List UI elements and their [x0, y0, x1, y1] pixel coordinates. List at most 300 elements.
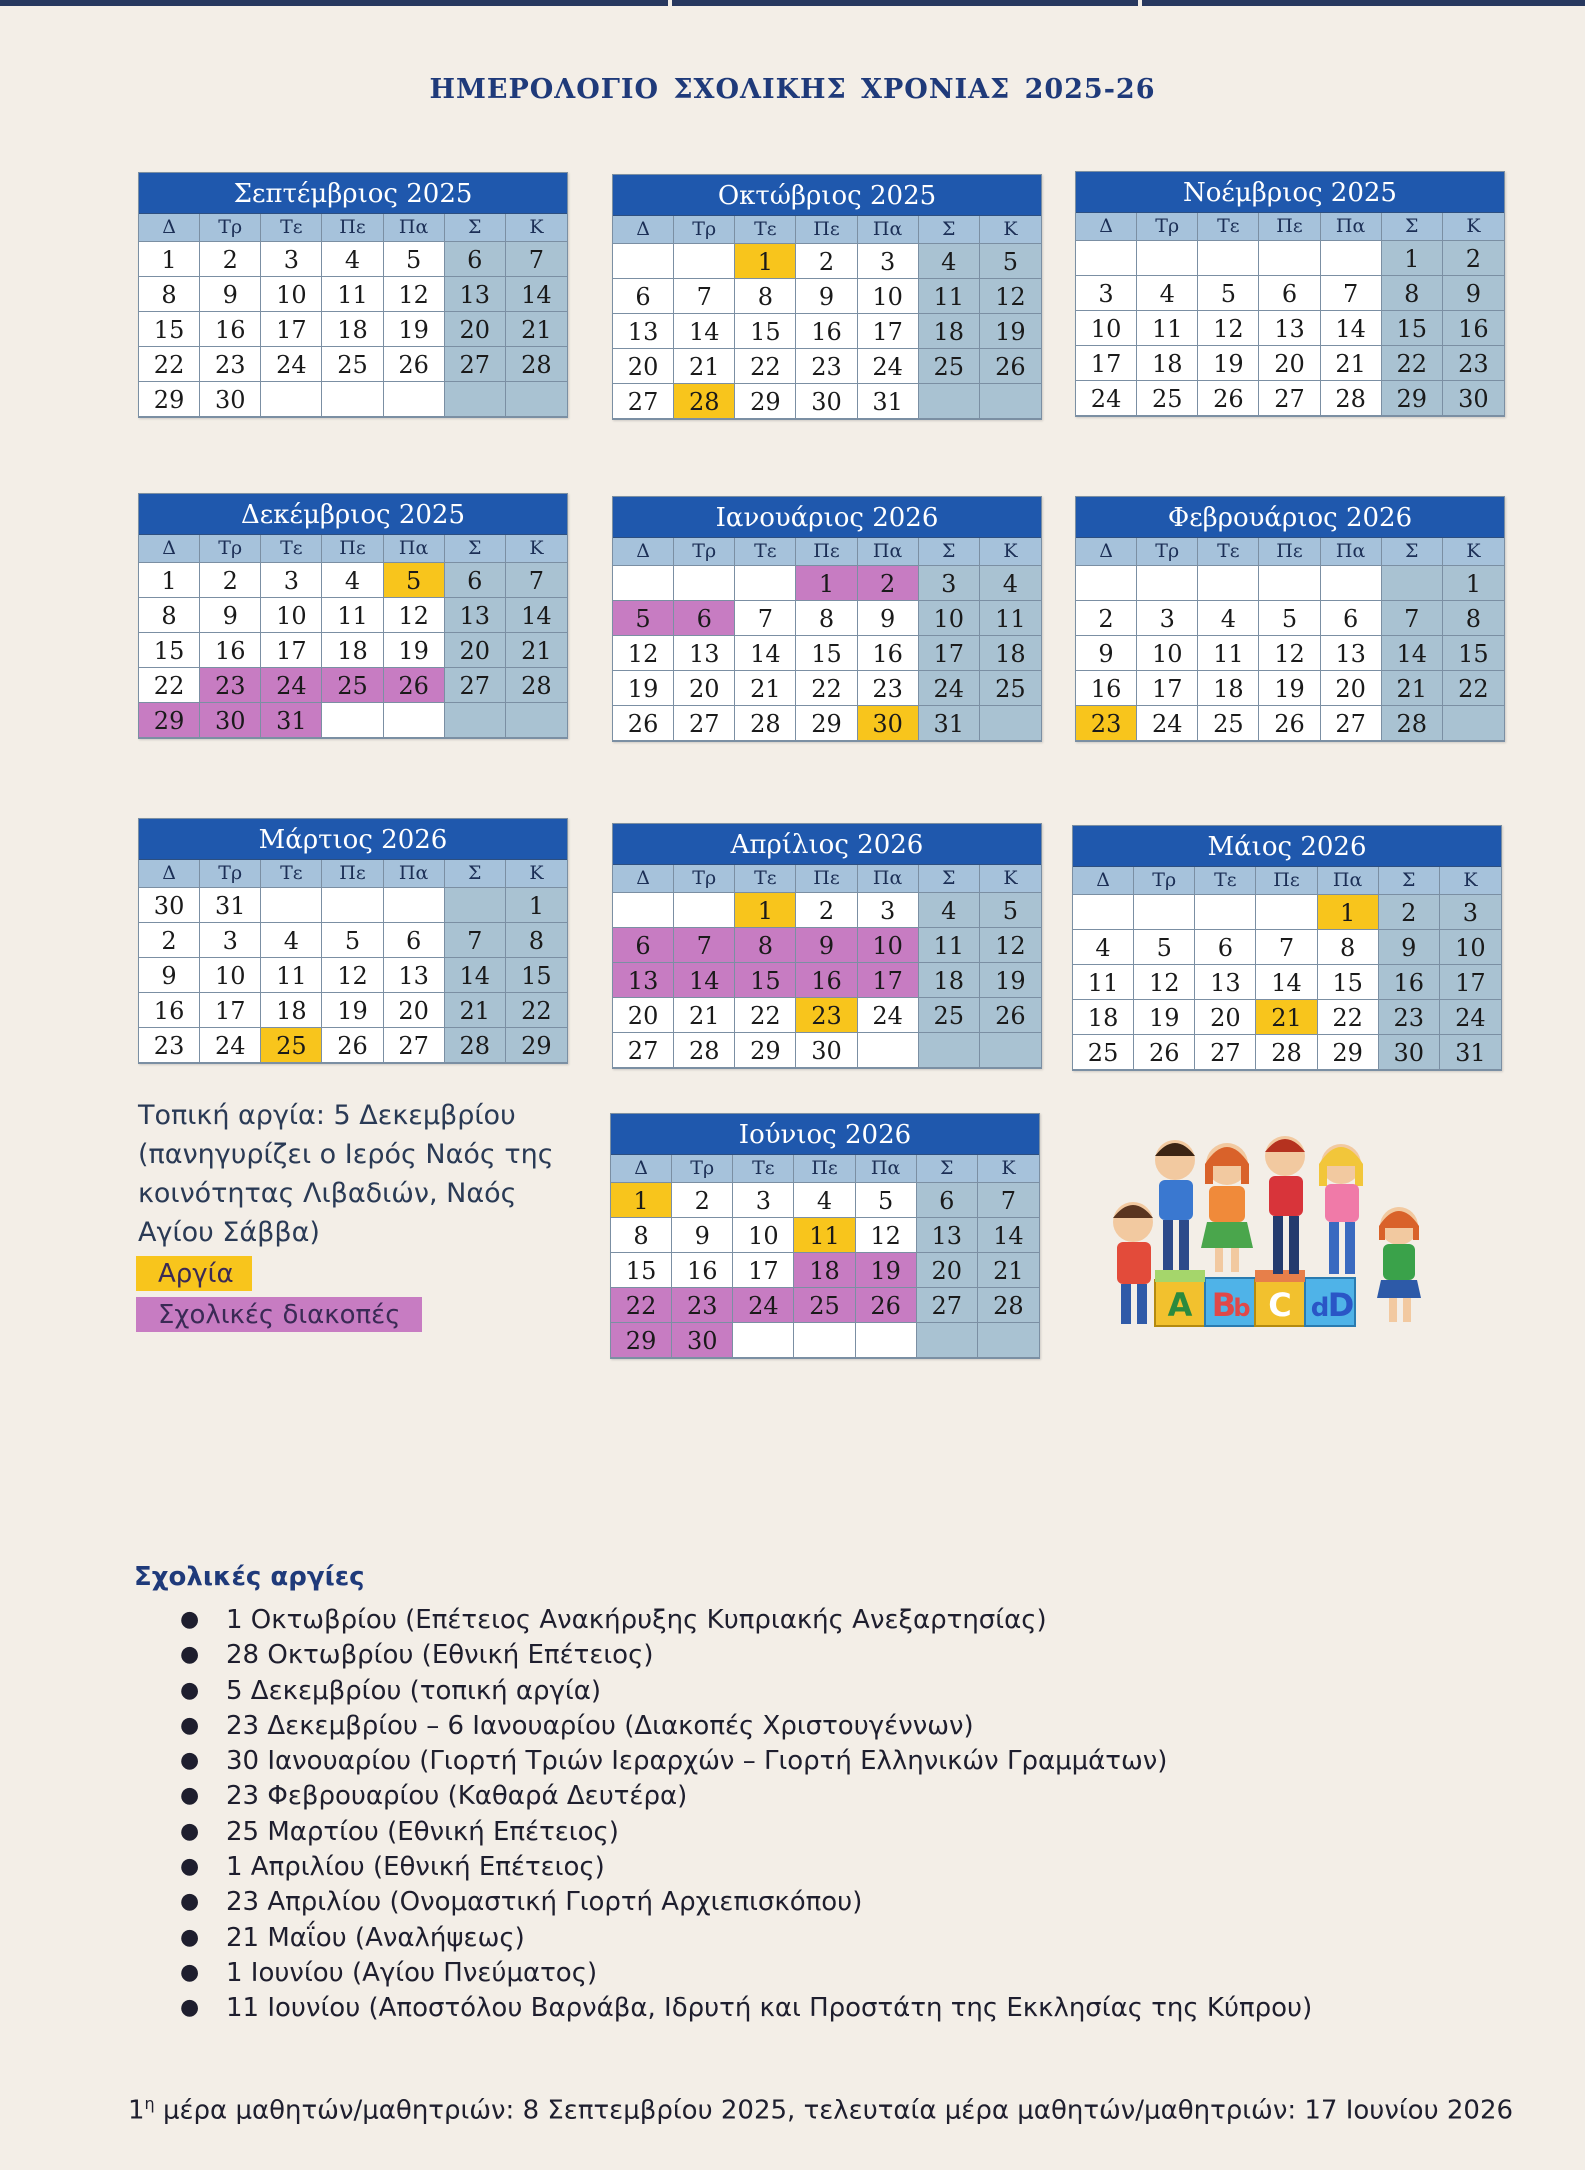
bullet-icon: ●: [180, 1783, 200, 1809]
day-cell: 8: [139, 277, 200, 312]
day-cell: 22: [1443, 671, 1504, 706]
weekday-header: Σ: [919, 216, 980, 244]
weekday-header: Τρ: [1137, 213, 1198, 241]
list-item: [180, 1743, 1380, 1778]
day-cell: 3: [1076, 276, 1137, 311]
day-cell: 31: [919, 706, 980, 741]
day-cell: 17: [858, 314, 919, 349]
block-letter: A: [1167, 1286, 1193, 1324]
day-cell: 6: [1321, 601, 1382, 636]
day-cell: 10: [733, 1218, 794, 1253]
day-cell: 5: [856, 1183, 917, 1218]
day-cell: 18: [794, 1253, 855, 1288]
weekday-header: Κ: [978, 1155, 1039, 1183]
bullet-icon: ●: [180, 1854, 200, 1880]
day-cell: 15: [735, 963, 796, 998]
day-cell: 9: [796, 928, 857, 963]
day-cell: 20: [445, 312, 506, 347]
bullet-icon: ●: [180, 1889, 200, 1915]
calendar-month: [612, 823, 1042, 1069]
empty-day-cell: [674, 893, 735, 928]
empty-day-cell: [322, 703, 383, 738]
month-title: Σεπτέμβριος 2025: [139, 173, 567, 214]
day-cell: 6: [674, 601, 735, 636]
day-cell: 9: [672, 1218, 733, 1253]
day-cell: 17: [261, 633, 322, 668]
day-cell: 17: [200, 993, 261, 1028]
day-cell: 19: [980, 314, 1041, 349]
day-cell: 28: [978, 1288, 1039, 1323]
day-cell: 2: [796, 244, 857, 279]
calendar-month: [1072, 825, 1502, 1071]
list-item: [180, 1990, 1380, 2025]
month-days: [1073, 867, 1501, 1070]
day-cell: 18: [980, 636, 1041, 671]
day-cell: 16: [1443, 311, 1504, 346]
empty-day-cell: [261, 382, 322, 417]
empty-day-cell: [1198, 566, 1259, 601]
empty-day-cell: [445, 703, 506, 738]
day-cell: 12: [613, 636, 674, 671]
calendar-month: [138, 172, 568, 418]
day-cell: 11: [980, 601, 1041, 636]
empty-day-cell: [445, 382, 506, 417]
child-figure: [1155, 1140, 1195, 1270]
day-cell: 30: [796, 384, 857, 419]
day-cell: 29: [1318, 1035, 1379, 1070]
weekday-header: Πα: [858, 216, 919, 244]
day-cell: 30: [796, 1033, 857, 1068]
day-cell: 21: [735, 671, 796, 706]
day-cell: 12: [856, 1218, 917, 1253]
day-cell: 9: [796, 279, 857, 314]
day-cell: 28: [445, 1028, 506, 1063]
day-cell: 22: [796, 671, 857, 706]
day-cell: 14: [735, 636, 796, 671]
weekday-header: Τρ: [200, 214, 261, 242]
day-cell: 13: [384, 958, 445, 993]
day-cell: 22: [1318, 1000, 1379, 1035]
block-letter: C: [1268, 1286, 1292, 1324]
day-cell: 21: [1321, 346, 1382, 381]
month-days: [139, 535, 567, 738]
weekday-header: Τε: [735, 216, 796, 244]
day-cell: 21: [978, 1253, 1039, 1288]
day-cell: 11: [322, 598, 383, 633]
day-cell: 1: [1318, 895, 1379, 930]
empty-day-cell: [506, 382, 567, 417]
day-cell: 3: [261, 242, 322, 277]
weekday-header: Τε: [1198, 538, 1259, 566]
day-cell: 25: [919, 349, 980, 384]
day-cell: 5: [980, 244, 1041, 279]
day-cell: 15: [1382, 311, 1443, 346]
day-cell: 19: [856, 1253, 917, 1288]
day-cell: 29: [1382, 381, 1443, 416]
calendar-month: [1075, 496, 1505, 742]
day-cell: 18: [322, 633, 383, 668]
day-cell: 10: [261, 598, 322, 633]
day-cell: 6: [384, 923, 445, 958]
weekday-header: Πε: [794, 1155, 855, 1183]
day-cell: 6: [613, 928, 674, 963]
list-item: [180, 1778, 1380, 1813]
empty-day-cell: [980, 1033, 1041, 1068]
weekday-header: Κ: [506, 860, 567, 888]
day-cell: 5: [980, 893, 1041, 928]
weekday-header: Τρ: [672, 1155, 733, 1183]
day-cell: 12: [384, 598, 445, 633]
day-cell: 21: [445, 993, 506, 1028]
day-cell: 10: [261, 277, 322, 312]
day-cell: 18: [1137, 346, 1198, 381]
empty-day-cell: [1259, 566, 1320, 601]
weekday-header: Σ: [1382, 538, 1443, 566]
day-cell: 31: [858, 384, 919, 419]
day-cell: 25: [261, 1028, 322, 1063]
day-cell: 15: [506, 958, 567, 993]
weekday-header: Τε: [735, 538, 796, 566]
day-cell: 3: [1137, 601, 1198, 636]
weekday-header: Δ: [139, 860, 200, 888]
weekday-header: Τε: [735, 865, 796, 893]
month-days: [613, 216, 1041, 419]
weekday-header: Δ: [613, 216, 674, 244]
day-cell: 23: [858, 671, 919, 706]
child-figure: [1265, 1136, 1305, 1274]
day-cell: 28: [674, 1033, 735, 1068]
weekday-header: Κ: [1443, 213, 1504, 241]
day-cell: 8: [1443, 601, 1504, 636]
empty-day-cell: [1076, 241, 1137, 276]
day-cell: 8: [611, 1218, 672, 1253]
day-cell: 17: [1137, 671, 1198, 706]
weekday-header: Τρ: [1134, 867, 1195, 895]
day-cell: 28: [1321, 381, 1382, 416]
empty-day-cell: [613, 244, 674, 279]
day-cell: 29: [796, 706, 857, 741]
weekday-header: Κ: [506, 535, 567, 563]
day-cell: 25: [322, 347, 383, 382]
day-cell: 15: [139, 633, 200, 668]
day-cell: 25: [1198, 706, 1259, 741]
day-cell: 3: [919, 566, 980, 601]
day-cell: 25: [919, 998, 980, 1033]
empty-day-cell: [794, 1323, 855, 1358]
day-cell: 20: [674, 671, 735, 706]
holiday-entry: 23 Απριλίου (Ονομαστική Γιορτή Αρχιεπισκόπου): [226, 1887, 863, 1918]
day-cell: 1: [1382, 241, 1443, 276]
empty-day-cell: [858, 1033, 919, 1068]
day-cell: 13: [445, 277, 506, 312]
day-cell: 13: [1195, 965, 1256, 1000]
weekday-header: Τε: [733, 1155, 794, 1183]
day-cell: 16: [200, 312, 261, 347]
calendar-month: [138, 818, 568, 1064]
day-cell: 28: [506, 668, 567, 703]
day-cell: 18: [1073, 1000, 1134, 1035]
day-cell: 20: [1321, 671, 1382, 706]
day-cell: 25: [980, 671, 1041, 706]
empty-day-cell: [980, 706, 1041, 741]
day-cell: 19: [1198, 346, 1259, 381]
day-cell: 3: [733, 1183, 794, 1218]
day-cell: 26: [322, 1028, 383, 1063]
day-cell: 24: [919, 671, 980, 706]
day-cell: 16: [796, 963, 857, 998]
legend-vacation: Σχολικές διακοπές: [136, 1297, 422, 1332]
top-edge-bar: [0, 0, 1585, 6]
day-cell: 21: [506, 633, 567, 668]
day-cell: 29: [735, 384, 796, 419]
day-cell: 3: [858, 893, 919, 928]
day-cell: 15: [735, 314, 796, 349]
day-cell: 4: [919, 244, 980, 279]
footer-ordinal: 1: [128, 2095, 145, 2126]
day-cell: 31: [1440, 1035, 1501, 1070]
weekday-header: Τρ: [200, 860, 261, 888]
day-cell: 7: [674, 279, 735, 314]
calendar-month: [612, 496, 1042, 742]
weekday-header: Δ: [613, 865, 674, 893]
day-cell: 19: [1134, 1000, 1195, 1035]
day-cell: 12: [1259, 636, 1320, 671]
day-cell: 2: [796, 893, 857, 928]
day-cell: 23: [200, 668, 261, 703]
holiday-entry: 1 Απριλίου (Εθνική Επέτειος): [226, 1852, 605, 1883]
block-letter: B: [1211, 1286, 1237, 1324]
weekday-header: Πα: [384, 214, 445, 242]
empty-day-cell: [1134, 895, 1195, 930]
day-cell: 2: [200, 242, 261, 277]
day-cell: 9: [1076, 636, 1137, 671]
day-cell: 7: [506, 242, 567, 277]
bullet-icon: ●: [180, 1677, 200, 1703]
weekday-header: Πε: [1259, 538, 1320, 566]
day-cell: 19: [384, 633, 445, 668]
day-cell: 30: [858, 706, 919, 741]
day-cell: 3: [858, 244, 919, 279]
weekday-header: Πε: [322, 860, 383, 888]
weekday-header: Δ: [139, 214, 200, 242]
holiday-entry: 28 Οκτωβρίου (Εθνική Επέτειος): [226, 1640, 654, 1671]
bullet-icon: ●: [180, 1959, 200, 1985]
weekday-header: Τρ: [674, 216, 735, 244]
day-cell: 14: [1256, 965, 1317, 1000]
day-cell: 4: [1198, 601, 1259, 636]
day-cell: 24: [858, 998, 919, 1033]
child-figure: [1113, 1202, 1153, 1324]
day-cell: 9: [1443, 276, 1504, 311]
day-cell: 10: [1440, 930, 1501, 965]
weekday-header: Σ: [445, 535, 506, 563]
day-cell: 4: [1137, 276, 1198, 311]
day-cell: 20: [445, 633, 506, 668]
day-cell: 27: [384, 1028, 445, 1063]
day-cell: 3: [261, 563, 322, 598]
day-cell: 14: [674, 963, 735, 998]
day-cell: 22: [735, 998, 796, 1033]
day-cell: 28: [735, 706, 796, 741]
weekday-header: Τε: [261, 535, 322, 563]
day-cell: 27: [1195, 1035, 1256, 1070]
day-cell: 15: [139, 312, 200, 347]
day-cell: 7: [1321, 276, 1382, 311]
weekday-header: Πα: [384, 535, 445, 563]
day-cell: 6: [445, 563, 506, 598]
day-cell: 9: [139, 958, 200, 993]
month-days: [139, 860, 567, 1063]
day-cell: 30: [1443, 381, 1504, 416]
day-cell: 11: [794, 1218, 855, 1253]
day-cell: 14: [506, 277, 567, 312]
month-days: [611, 1155, 1039, 1358]
holiday-entry: 30 Ιανουαρίου (Γιορτή Τριών Ιεραρχών – Γιορτή Ελληνικών Γραμμάτων): [226, 1746, 1168, 1777]
weekday-header: Κ: [980, 538, 1041, 566]
weekday-header: Κ: [980, 865, 1041, 893]
day-cell: 22: [735, 349, 796, 384]
weekday-header: Τρ: [674, 538, 735, 566]
list-item: [180, 1814, 1380, 1849]
empty-day-cell: [1073, 895, 1134, 930]
weekday-header: Τε: [1195, 867, 1256, 895]
empty-day-cell: [978, 1323, 1039, 1358]
day-cell: 2: [1443, 241, 1504, 276]
weekday-header: Πα: [856, 1155, 917, 1183]
block-letter: d: [1310, 1293, 1330, 1323]
day-cell: 23: [139, 1028, 200, 1063]
empty-day-cell: [856, 1323, 917, 1358]
day-cell: 5: [1198, 276, 1259, 311]
day-cell: 11: [322, 277, 383, 312]
day-cell: 27: [917, 1288, 978, 1323]
day-cell: 25: [322, 668, 383, 703]
day-cell: 23: [1076, 706, 1137, 741]
empty-day-cell: [1443, 706, 1504, 741]
day-cell: 16: [672, 1253, 733, 1288]
day-cell: 30: [672, 1323, 733, 1358]
day-cell: 30: [200, 703, 261, 738]
day-cell: 8: [139, 598, 200, 633]
day-cell: 21: [1382, 671, 1443, 706]
footer-ordinal-suffix: η: [144, 2094, 155, 2113]
day-cell: 27: [613, 1033, 674, 1068]
day-cell: 5: [322, 923, 383, 958]
day-cell: 19: [384, 312, 445, 347]
day-cell: 29: [735, 1033, 796, 1068]
day-cell: 11: [1198, 636, 1259, 671]
day-cell: 17: [919, 636, 980, 671]
day-cell: 22: [139, 347, 200, 382]
day-cell: 25: [1073, 1035, 1134, 1070]
day-cell: 15: [1443, 636, 1504, 671]
holiday-entry: 23 Φεβρουαρίου (Καθαρά Δευτέρα): [226, 1781, 688, 1812]
day-cell: 6: [613, 279, 674, 314]
weekday-header: Τε: [261, 214, 322, 242]
day-cell: 12: [980, 928, 1041, 963]
weekday-header: Δ: [1073, 867, 1134, 895]
day-cell: 8: [506, 923, 567, 958]
child-figure: [1201, 1143, 1253, 1272]
day-cell: 17: [858, 963, 919, 998]
day-cell: 8: [796, 601, 857, 636]
day-cell: 8: [1318, 930, 1379, 965]
day-cell: 9: [1379, 930, 1440, 965]
child-figure: [1319, 1144, 1363, 1274]
day-cell: 3: [200, 923, 261, 958]
day-cell: 28: [1382, 706, 1443, 741]
month-title: Νοέμβριος 2025: [1076, 172, 1504, 213]
day-cell: 20: [917, 1253, 978, 1288]
calendar-month: [612, 174, 1042, 420]
list-item: [180, 1673, 1380, 1708]
empty-day-cell: [322, 382, 383, 417]
day-cell: 18: [919, 314, 980, 349]
weekday-header: Κ: [1440, 867, 1501, 895]
weekday-header: Πα: [1321, 213, 1382, 241]
day-cell: 14: [1382, 636, 1443, 671]
day-cell: 7: [1256, 930, 1317, 965]
weekday-header: Πε: [1256, 867, 1317, 895]
day-cell: 23: [1379, 1000, 1440, 1035]
day-cell: 26: [1198, 381, 1259, 416]
local-holiday-note: Τοπική αργία: 5 Δεκεμβρίου (πανηγυρίζει ο Ιερός Ναός της κοινότητας Λιβαδιών, Ναός Αγίου Σάββα): [138, 1100, 554, 1248]
day-cell: 24: [200, 1028, 261, 1063]
list-item: [180, 1637, 1380, 1672]
day-cell: 6: [1195, 930, 1256, 965]
day-cell: 2: [200, 563, 261, 598]
weekday-header: Πε: [796, 216, 857, 244]
holiday-entry: 5 Δεκεμβρίου (τοπική αργία): [226, 1675, 602, 1706]
day-cell: 18: [1198, 671, 1259, 706]
empty-day-cell: [1198, 241, 1259, 276]
child-figure: [1377, 1207, 1421, 1322]
day-cell: 16: [200, 633, 261, 668]
day-cell: 16: [796, 314, 857, 349]
day-cell: 19: [322, 993, 383, 1028]
day-cell: 12: [980, 279, 1041, 314]
empty-day-cell: [1137, 241, 1198, 276]
day-cell: 1: [1443, 566, 1504, 601]
day-cell: 14: [674, 314, 735, 349]
day-cell: 24: [261, 347, 322, 382]
weekday-header: Σ: [1382, 213, 1443, 241]
day-cell: 19: [980, 963, 1041, 998]
day-cell: 26: [1134, 1035, 1195, 1070]
month-days: [139, 214, 567, 417]
weekday-header: Τρ: [674, 865, 735, 893]
day-cell: 15: [611, 1253, 672, 1288]
weekday-header: Δ: [611, 1155, 672, 1183]
day-cell: 2: [858, 566, 919, 601]
day-cell: 13: [613, 963, 674, 998]
empty-day-cell: [1195, 895, 1256, 930]
day-cell: 17: [733, 1253, 794, 1288]
day-cell: 7: [978, 1183, 1039, 1218]
day-cell: 10: [1137, 636, 1198, 671]
day-cell: 4: [1073, 930, 1134, 965]
day-cell: 8: [1382, 276, 1443, 311]
empty-day-cell: [980, 384, 1041, 419]
day-cell: 22: [1382, 346, 1443, 381]
day-cell: 23: [796, 998, 857, 1033]
empty-day-cell: [613, 893, 674, 928]
day-cell: 26: [384, 347, 445, 382]
empty-day-cell: [919, 384, 980, 419]
day-cell: 1: [735, 244, 796, 279]
day-cell: 29: [506, 1028, 567, 1063]
weekday-header: Δ: [1076, 538, 1137, 566]
